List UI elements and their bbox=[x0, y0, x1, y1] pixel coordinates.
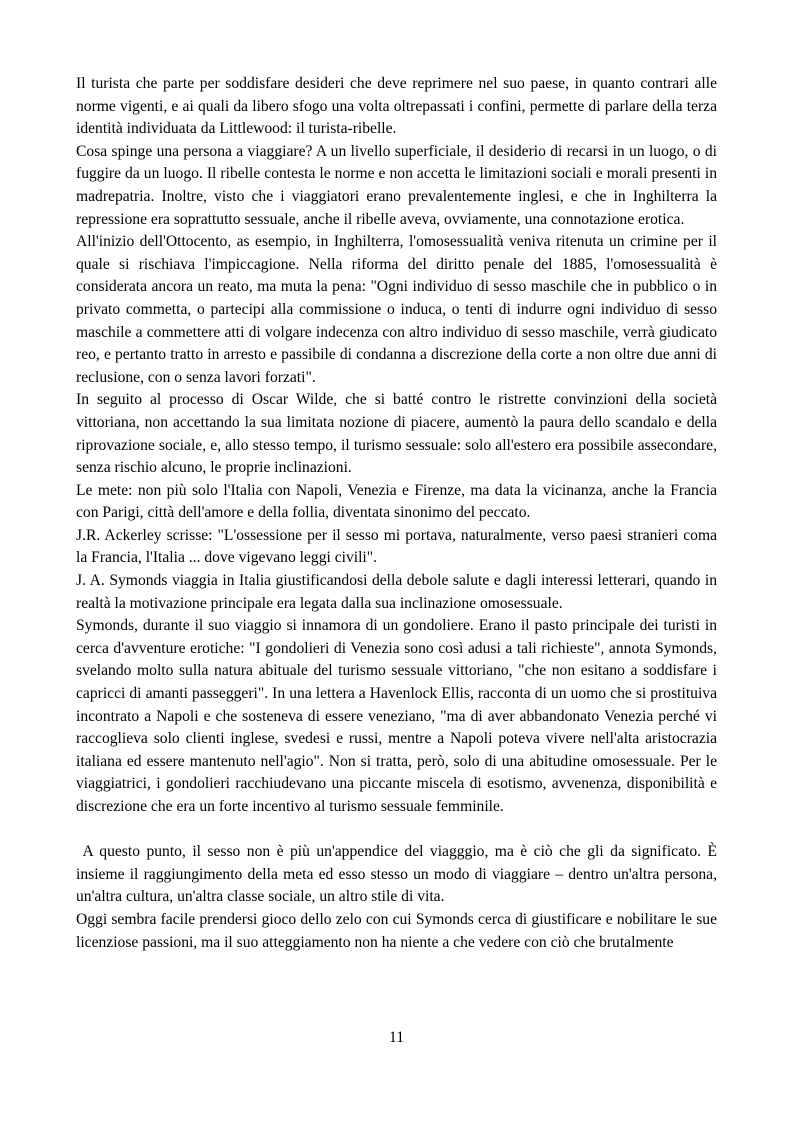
paragraph-symonds-italia: J. A. Symonds viaggia in Italia giustificandosi della debole salute e dagli interessi letterari, quando in realtà la motivazione principale era legata dalla sua inclinazione omosessuale. bbox=[76, 572, 717, 612]
paragraph-zelo-symonds: Oggi sembra facile prendersi gioco dello zelo con cui Symonds cerca di giustificare e nobilitare le sue licenziose passioni, ma il suo atteggiamento non ha niente a che vedere con ciò che brutalmente bbox=[76, 910, 717, 951]
body-text bbox=[76, 73, 721, 954]
paragraph-motivazioni-viaggio: Cosa spinge una persona a viaggiare? A un livello superficiale, il desiderio di recarsi in un luogo, o di fuggire da un luogo. Il ribelle contesta le norme e non accetta le limitazioni sociali e morali presenti in madrepatria. Inoltre, visto che i viaggiatori erano prevalentemente inglesi, e che in Inghilterra la repressione era soprattutto sessuale, anche il ribelle aveva, ovviamente, una connotazione erotica. bbox=[76, 142, 717, 228]
paragraph-gondolieri: Symonds, durante il suo viaggio si innamora di un gondoliere. Erano il pasto principale dei turisti in cerca d'avventure erotiche: "I gondolieri di Venezia sono così adusi a tali richieste", annota Symonds, svelando molto sulla natura abituale del turismo sessuale vittoriano, "che non esitano a soddisfare i capricci di amanti passeggeri". In una lettera a Havenlock Ellis, racconta di un uomo che si prostituiva incontrato a Napoli e che sosteneva di essere veneziano, "ma di aver abbandonato Venezia perché vi raccoglieva solo clienti inglese, svedesi e russi, mentre a Napoli poteva vivere nell'alta aristocrazia italiana ed essere mantenuto nell'agio". Non si tratta, però, solo di una abitudine omosessuale. Per le viaggiatrici, i gondolieri racchiudevano una piccante miscela di esotismo, avvenenza, disponibilità e discrezione che era un forte incentivo al turismo sessuale femminile. bbox=[76, 617, 717, 815]
paragraph-turista-ribelle: Il turista che parte per soddisfare desideri che deve reprimere nel suo paese, in quanto contrari alle norme vigenti, e ai quali da libero sfogo una volta oltrepassati i confini, permette di parlare della terza identità individuata da Littlewood: il turista-ribelle. bbox=[76, 75, 717, 138]
paragraph-omosessualita-legge: All'inizio dell'Ottocento, as esempio, in Inghilterra, l'omosessualità veniva ritenuta un crimine per il quale si rischiava l'impiccagione. Nella riforma del diritto penale del 1885, l'omosessualità è considerata ancora un reato, ma muta la pena: "Ogni individuo di sesso maschile che in pubblico o in privato commetta, o partecipi alla commissione o induca, o tenti di indurre ogni individuo di sesso maschile a commettere atti di volgare indecenza con altro individuo di sesso maschile, verrà giudicato reo, e pertanto tratto in arresto e passibile di condanna a discrezione della corte a non oltre due anni di reclusione, con o senza lavori forzati". bbox=[76, 233, 717, 386]
paragraph-oscar-wilde: In seguito al processo di Oscar Wilde, che si batté contro le ristrette convinzioni della società vittoriana, non accettando la sua limitata nozione di piacere, aumentò la paura dello scandalo e della riprovazione sociale, e, allo stesso tempo, il turismo sessuale: solo all'estero era possibile assecondare, senza rischio alcuno, le proprie inclinazioni. bbox=[76, 391, 717, 477]
paragraph-ackerley: J.R. Ackerley scrisse: "L'ossessione per il sesso mi portava, naturalmente, verso paesi stranieri coma la Francia, l'Italia ... dove vigevano leggi civili". bbox=[76, 526, 717, 567]
paragraph-significato-viaggio: A questo punto, il sesso non è più un'appendice del viagggio, ma è ciò che gli da significato. È insieme il raggiungimento della meta ed esso stesso un modo di viaggiare – dentro un'altra persona, un'altra cultura, un'altra classe sociale, un altro stile di vita. bbox=[76, 843, 721, 906]
paragraph-mete: Le mete: non più solo l'Italia con Napoli, Venezia e Firenze, ma data la vicinanza, anche la Francia con Parigi, città dell'amore e della follia, diventata sinonimo del peccato. bbox=[76, 481, 717, 522]
page-number: 11 bbox=[388, 1029, 404, 1046]
